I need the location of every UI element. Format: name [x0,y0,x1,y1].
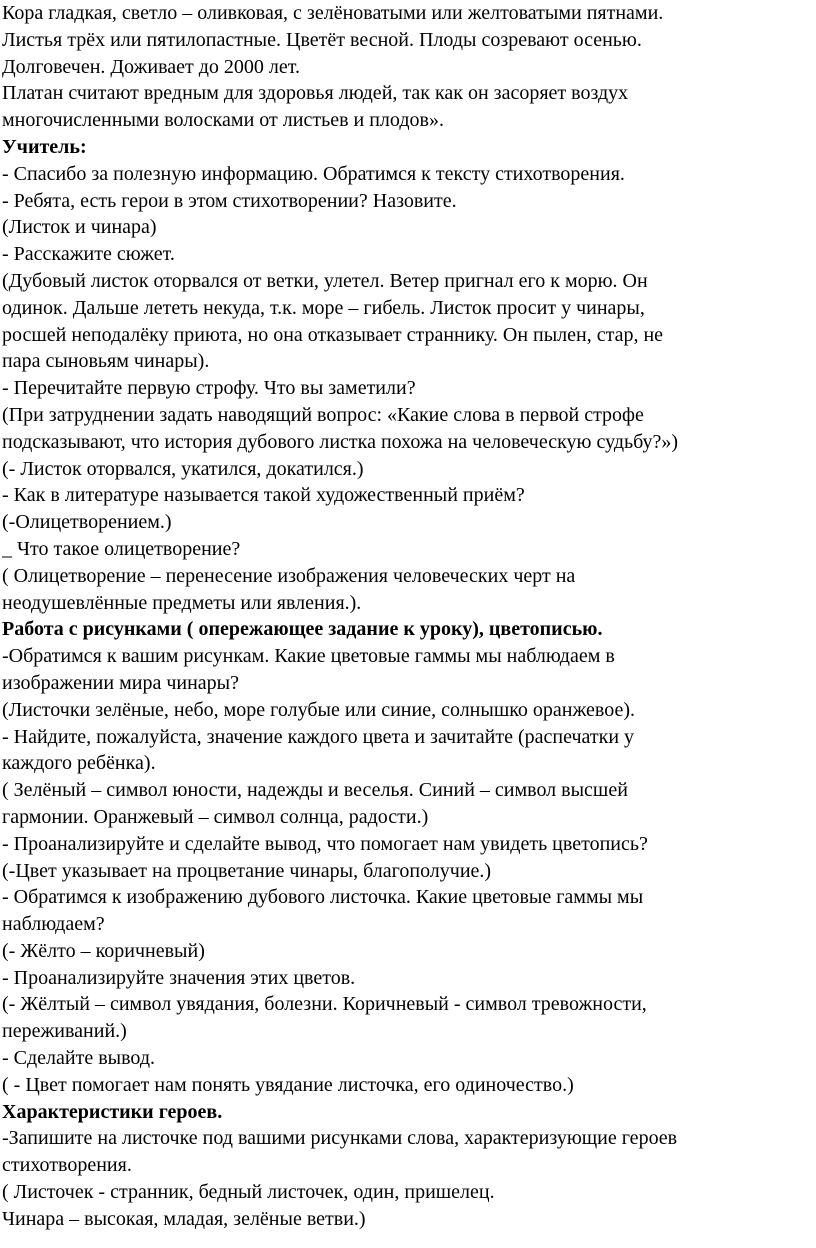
text-line: - Расскажите сюжет. [2,243,175,266]
section-heading: Работа с рисунками ( опережающее задание к уроку), цветописью. [2,618,603,641]
text-line: Долговечен. Доживает до 2000 лет. [2,55,301,78]
section-heading: Учитель: [2,135,87,158]
text-line: (Листочки зелёные, небо, море голубые или синие, солнышко оранжевое). [2,698,636,721]
text-line: многочисленными волосками от листьев и плодов». [2,109,444,132]
text-line: ( Зелёный – символ юности, надежды и веселья. Синий – символ высшей [2,779,628,802]
text-line: - Обратимся к изображению дубового листочка. Какие цветовые гаммы мы [2,886,644,909]
text-line: ( Листочек - странник, бедный листочек, один, пришелец. [2,1181,495,1204]
text-line: - Перечитайте первую строфу. Что вы заметили? [2,377,416,400]
text-line: неодушевлённые предметы или явления.). [2,591,362,614]
text-line: - Найдите, пожалуйста, значение каждого цвета и зачитайте (распечатки у [2,725,635,748]
text-line: стихотворения. [2,1154,132,1177]
text-line: Чинара – высокая, младая, зелёные ветви.) [2,1207,366,1230]
text-line: (-Олицетворением.) [2,511,172,534]
text-line: Листья трёх или пятилопастные. Цветёт весной. Плоды созревают осенью. [2,28,642,51]
text-line: каждого ребёнка). [2,752,156,775]
text-line: -Обратимся к вашим рисункам. Какие цветовые гаммы мы наблюдаем в [2,645,615,668]
text-line: ( - Цвет помогает нам понять увядание листочка, его одиночество.) [2,1073,574,1096]
text-line: -Запишите на листочке под вашими рисунками слова, характеризующие героев [2,1127,678,1150]
text-line: _ Что такое олицетворение? [2,537,241,560]
text-line: (Дубовый листок оторвался от ветки, улетел. Ветер пригнал его к морю. Он [2,269,648,292]
text-line: росшей неподалёку приюта, но она отказывает страннику. Он пылен, стар, не [2,323,664,346]
text-line: (- Жёлтый – символ увядания, болезни. Коричневый - символ тревожности, [2,993,647,1016]
text-line: подсказывают, что история дубового листка похожа на человеческую судьбу?») [2,430,679,453]
text-line: - Проанализируйте значения этих цветов. [2,966,356,989]
text-line: (- Жёлто – коричневый) [2,939,205,962]
text-line: (- Листок оторвался, укатился, докатился.) [2,457,364,480]
text-line: Кора гладкая, светло – оливковая, с зелёноватыми или желтоватыми пятнами. [2,2,664,24]
text-line: ( Олицетворение – перенесение изображения человеческих черт на [2,564,576,587]
text-line: наблюдаем? [2,913,105,936]
text-line: переживаний.) [2,1020,127,1043]
text-line: - Сделайте вывод. [2,1047,156,1070]
text-line: - Ребята, есть герои в этом стихотворении? Назовите. [2,189,457,212]
text-line: Платан считают вредным для здоровья людей, так как он засоряет воздух [2,82,629,105]
section-heading: Характеристики героев. [2,1100,223,1123]
text-line: (При затруднении задать наводящий вопрос: «Какие слова в первой строфе [2,403,644,426]
text-line: изображении мира чинары? [2,671,239,694]
text-line: пара сыновьям чинары). [2,350,210,373]
text-line: (-Цвет указывает на процветание чинары, благополучие.) [2,859,492,882]
text-line: гармонии. Оранжевый – символ солнца, радости.) [2,805,429,828]
text-line: одинок. Дальше лететь некуда, т.к. море – гибель. Листок просит у чинары, [2,296,645,319]
text-line: (Листок и чинара) [2,216,157,239]
text-line: - Проанализируйте и сделайте вывод, что помогает нам увидеть цветопись? [2,832,648,855]
text-line: - Спасибо за полезную информацию. Обратимся к тексту стихотворения. [2,162,625,185]
text-line: - Как в литературе называется такой художественный приём? [2,484,525,507]
